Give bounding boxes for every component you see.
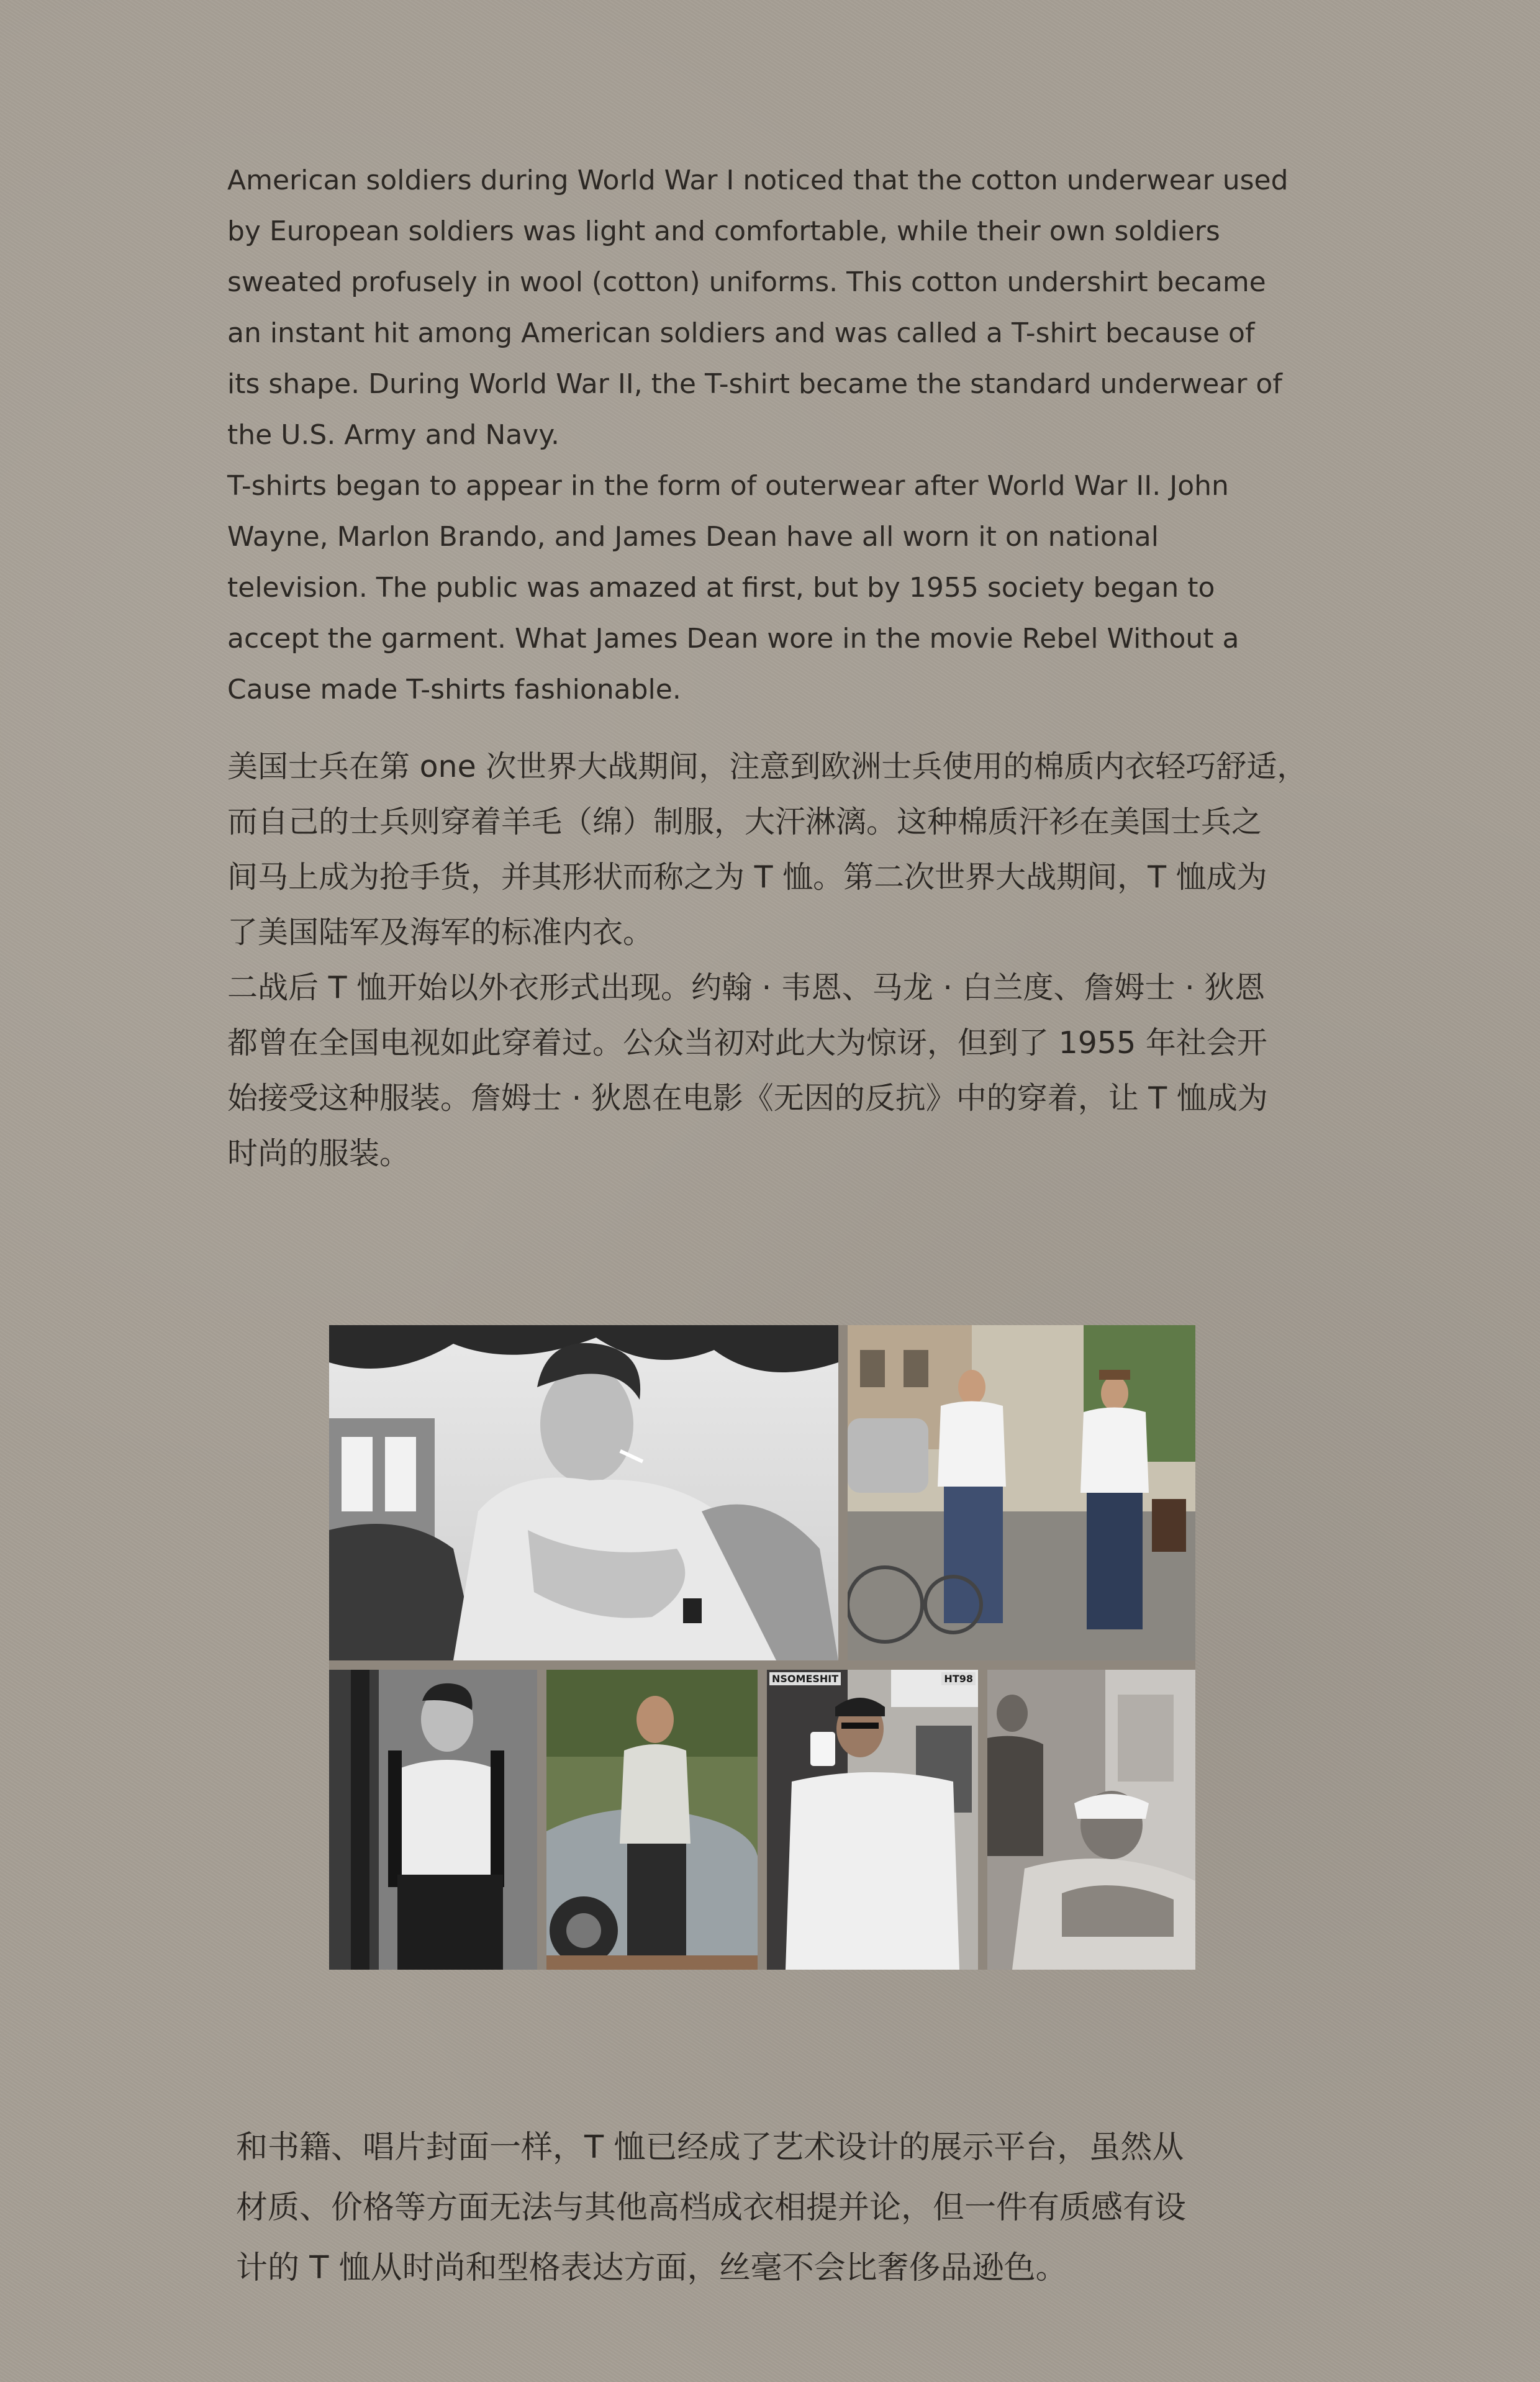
man-drinking-coffee-photo	[767, 1670, 978, 1970]
text-line: 时尚的服装。	[227, 1136, 410, 1171]
text-line: 始接受这种服装。詹姆士 · 狄恩在电影《无因的反抗》中的穿着，让 T 恤成为	[227, 1080, 1268, 1116]
text-line: 材质、价格等方面无法与其他高档成衣相提并论，但一件有质感有设	[236, 2190, 1187, 2226]
text-line: the U.S. Army and Navy.	[227, 419, 560, 451]
closing-text-section	[236, 2117, 1304, 2298]
english-paragraph-1	[227, 155, 1320, 461]
james-dean-photo	[329, 1325, 838, 1660]
marlon-brando-photo	[329, 1670, 537, 1970]
text-line: its shape. During World War II, the T-shirt became the standard underwear of	[227, 368, 1282, 400]
man-with-car-photo	[546, 1670, 758, 1970]
chinese-paragraph-1	[227, 739, 1320, 960]
chinese-text-section	[227, 739, 1320, 1181]
closing-paragraph	[236, 2117, 1304, 2298]
text-line: 美国士兵在第 one 次世界大战期间，注意到欧洲士兵使用的棉质内衣轻巧舒适，	[227, 749, 1308, 784]
text-line: sweated profusely in wool (cotton) uniforms. This cotton undershirt became	[227, 266, 1266, 298]
sign-label: HT98	[941, 1672, 976, 1685]
vintage-laundry-photo	[987, 1670, 1195, 1970]
text-line: 了美国陆军及海军的标准内衣。	[227, 915, 654, 950]
text-line: 而自己的士兵则穿着羊毛（绵）制服，大汗淋漓。这种棉质汗衫在美国士兵之	[227, 804, 1262, 840]
text-line: T-shirts began to appear in the form of outerwear after World War II. John	[227, 470, 1229, 502]
text-line: 间马上成为抢手货，并其形状而称之为 T 恤。第二次世界大战期间，T 恤成为	[227, 859, 1267, 895]
text-line: by European soldiers was light and comfortable, while their own soldiers	[227, 215, 1220, 247]
text-line: 二战后 T 恤开始以外衣形式出现。约翰 · 韦恩、马龙 · 白兰度、詹姆士 · 狄恩	[227, 970, 1266, 1005]
text-line: an instant hit among American soldiers and was called a T-shirt because of	[227, 317, 1255, 349]
two-men-walking-photo	[848, 1325, 1195, 1660]
chinese-paragraph-2	[227, 960, 1320, 1181]
text-line: Wayne, Marlon Brando, and James Dean have all worn it on national	[227, 521, 1159, 553]
text-line: television. The public was amazed at first, but by 1955 society began to	[227, 572, 1215, 604]
text-line: 都曾在全国电视如此穿着过。公众当初对此大为惊讶，但到了 1955 年社会开	[227, 1025, 1267, 1061]
sign-label: NSOMESHIT	[769, 1672, 841, 1685]
english-paragraph-2	[227, 461, 1320, 715]
text-line: 计的 T 恤从时尚和型格表达方面，丝毫不会比奢侈品逊色。	[236, 2250, 1067, 2286]
english-text-section	[227, 155, 1320, 715]
text-line: 和书籍、唱片封面一样，T 恤已经成了艺术设计的展示平台，虽然从	[236, 2129, 1184, 2166]
text-line: American soldiers during World War I noticed that the cotton underwear used	[227, 165, 1289, 196]
photo-collage	[329, 1325, 1195, 1970]
text-line: Cause made T-shirts fashionable.	[227, 674, 681, 705]
text-line: accept the garment. What James Dean wore in the movie Rebel Without a	[227, 623, 1239, 654]
